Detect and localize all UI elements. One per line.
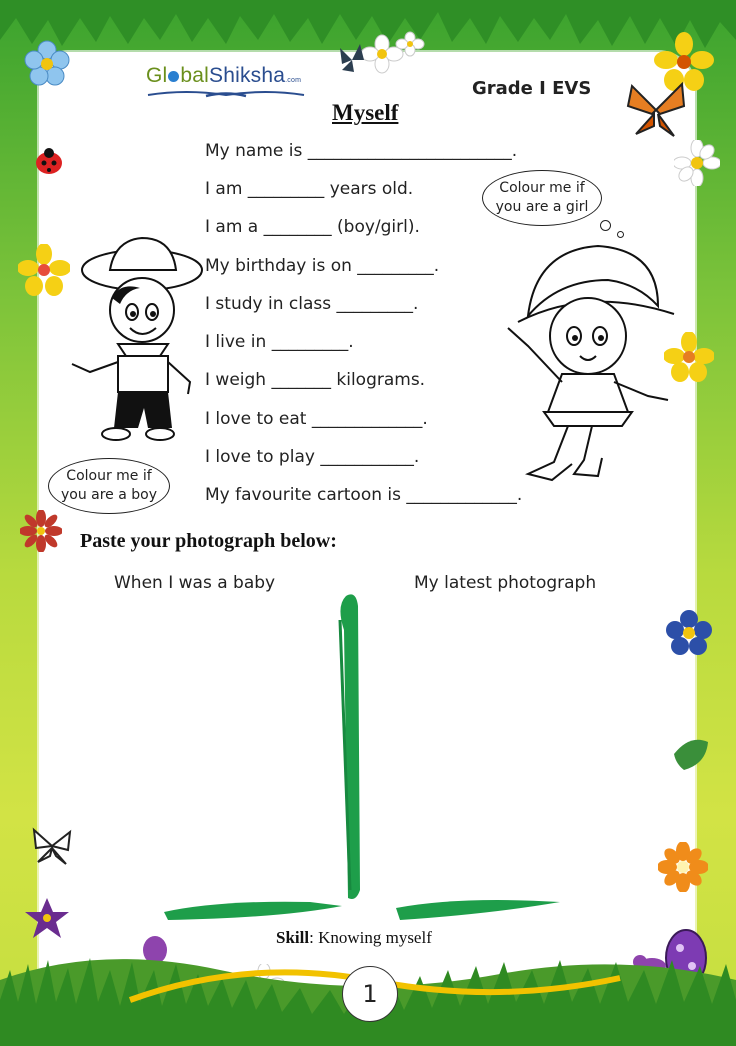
girl-cowgirl-illustration (488, 236, 678, 486)
butterfly-icon (626, 80, 686, 142)
line-class: I study in class _________. (205, 294, 419, 314)
globe-icon (168, 71, 179, 82)
speech-bubble-girl (482, 170, 602, 226)
bubble-boy-line-2: you are a boy (60, 487, 158, 503)
line-birthday: My birthday is on _________. (205, 256, 440, 276)
logo-suffix: .com (285, 77, 302, 84)
flower-icon (18, 244, 70, 296)
flower-icon (664, 332, 714, 382)
line-live: I live in _________. (205, 332, 354, 352)
logo-part-3: Shiksha (209, 64, 286, 87)
blue-flower-icon (666, 610, 712, 656)
page-title: Myself (332, 100, 399, 125)
leaf-icon (670, 734, 710, 774)
logo-part-1: Gl (146, 64, 168, 87)
line-eat: I love to eat _____________. (205, 409, 428, 429)
flower-icon (24, 40, 70, 86)
butterfly-icon (30, 826, 76, 866)
bubble-girl-line-1: Colour me if (499, 180, 585, 196)
orange-flower-icon (658, 842, 708, 892)
line-name: My name is ________________________. (205, 141, 518, 161)
butterfly-flowers-icon (338, 30, 428, 80)
logo-book-icon (146, 87, 306, 99)
skill-label: Skill (276, 928, 310, 947)
bubble-boy-line-1: Colour me if (66, 468, 152, 484)
line-gender: I am a ________ (boy/girl). (205, 217, 420, 237)
bubble-girl-line-2: you are a girl (495, 199, 589, 215)
red-flower-icon (20, 510, 62, 552)
boy-cowboy-illustration (60, 232, 205, 447)
skill-footer (276, 928, 432, 948)
logo-part-2: bal (180, 64, 210, 87)
globalshiksha-logo (146, 64, 301, 88)
skill-text: : Knowing myself (309, 928, 432, 947)
line-weight: I weigh _______ kilograms. (205, 370, 426, 390)
ladybug-icon (32, 146, 66, 176)
bubble-dot-icon (600, 220, 611, 231)
photo-label-latest: My latest photograph (414, 573, 597, 593)
line-play: I love to play ___________. (205, 447, 420, 467)
line-age: I am _________ years old. (205, 179, 414, 199)
green-brush-divider (160, 590, 570, 926)
speech-bubble-boy (48, 458, 170, 514)
daisy-icon (674, 140, 720, 186)
purple-flower-icon (22, 896, 72, 940)
page-number: 1 (342, 966, 398, 1022)
line-cartoon: My favourite cartoon is _____________. (205, 485, 523, 505)
grade-label: Grade I EVS (472, 78, 592, 99)
paste-photo-heading: Paste your photograph below: (80, 530, 337, 552)
photo-label-baby: When I was a baby (114, 573, 276, 593)
